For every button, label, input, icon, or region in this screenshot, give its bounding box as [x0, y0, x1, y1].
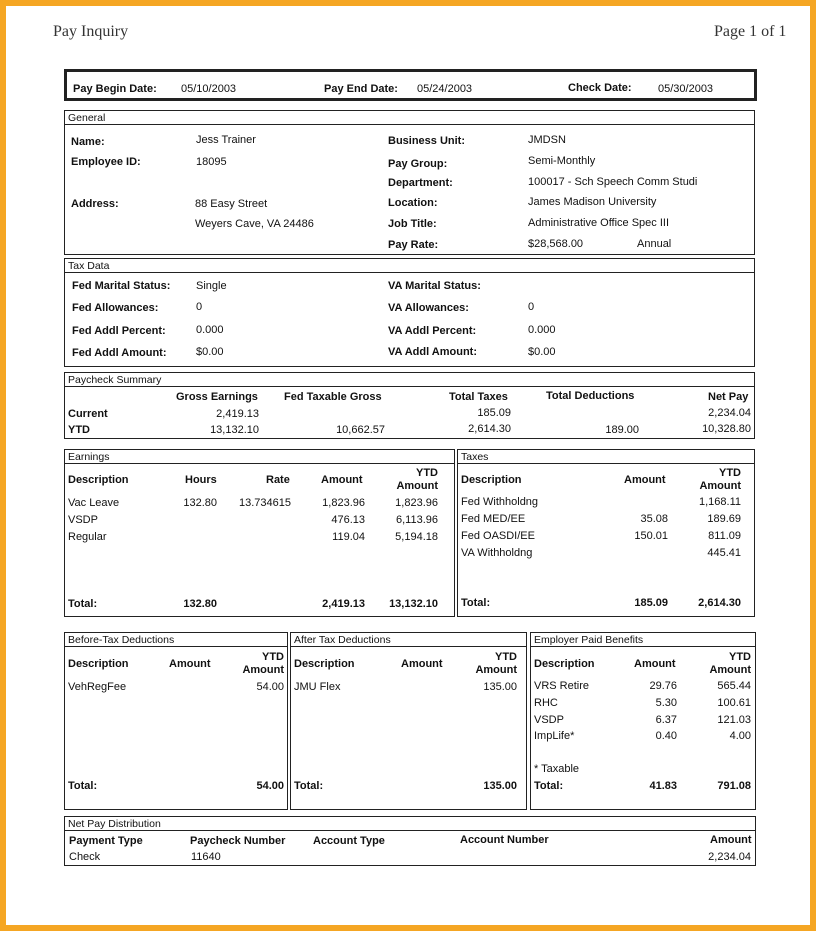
pay-dates-box — [64, 69, 757, 101]
earnings-title: Earnings — [65, 450, 454, 464]
employer-row-1-amount: 5.30 — [655, 697, 677, 709]
ytd-taxes: 2,614.30 — [468, 423, 511, 435]
address-label: Address: — [71, 198, 119, 210]
page-number: Page 1 of 1 — [714, 23, 787, 40]
summary-title: Paycheck Summary — [65, 373, 754, 387]
before-row-0-desc: VehRegFee — [68, 681, 127, 693]
fed-addl-amount-label: Fed Addl Amount: — [72, 347, 167, 359]
employer-total-ytd: 791.08 — [717, 780, 751, 792]
taxes-row-2-desc: Fed OASDI/EE — [461, 530, 535, 542]
va-marital-label: VA Marital Status: — [388, 280, 481, 292]
fed-addl-amount-value: $0.00 — [196, 346, 224, 358]
fed-marital-value: Single — [196, 280, 227, 292]
earnings-ytd-header: YTD — [416, 467, 438, 479]
employer-row-2-ytd: 121.03 — [717, 714, 751, 726]
after-row-0-desc: JMU Flex — [294, 681, 341, 693]
net-pay-distribution-section — [64, 816, 756, 866]
job-title-value: Administrative Office Spec III — [528, 217, 670, 229]
pay-rate-label: Pay Rate: — [388, 239, 439, 251]
earnings-row-2-ytd: 5,194.18 — [395, 531, 438, 543]
business-unit-label: Business Unit: — [388, 135, 466, 147]
after-desc-header: Description — [294, 658, 355, 670]
va-addl-amount-value: $0.00 — [528, 346, 556, 358]
va-addl-percent-label: VA Addl Percent: — [388, 325, 477, 337]
fed-allowances-label: Fed Allowances: — [72, 302, 159, 314]
employer-ytd-header: YTD — [729, 651, 751, 663]
earnings-row-2-amount: 119.04 — [332, 531, 365, 543]
net-pay-title: Net Pay Distribution — [65, 817, 755, 831]
va-allowances-label: VA Allowances: — [388, 302, 469, 314]
taxes-row-2-amount: 150.01 — [634, 530, 668, 542]
address-line1: 88 Easy Street — [195, 198, 268, 210]
current-net: 2,234.04 — [708, 407, 751, 419]
taxes-row-1-ytd: 189.69 — [707, 513, 741, 525]
job-title-label: Job Title: — [388, 218, 437, 230]
name-label: Name: — [71, 136, 105, 148]
earnings-row-1-amount: 476.13 — [331, 514, 365, 526]
employer-row-0-ytd: 565.44 — [717, 680, 751, 692]
employer-desc-header: Description — [534, 658, 595, 670]
employer-benefits-section — [530, 632, 756, 810]
earnings-rate-header: Rate — [266, 474, 290, 486]
earnings-total-ytd: 13,132.10 — [389, 598, 438, 610]
before-total-ytd: 54.00 — [256, 780, 284, 792]
employer-title: Employer Paid Benefits — [531, 633, 755, 647]
fed-taxable-header: Fed Taxable Gross — [284, 391, 382, 403]
before-tax-title: Before-Tax Deductions — [65, 633, 287, 647]
after-ytd-header: YTD — [495, 651, 517, 663]
fed-addl-percent-value: 0.000 — [196, 324, 224, 336]
employer-row-0-amount: 29.76 — [649, 680, 677, 692]
total-deductions-header: Total Deductions — [546, 390, 635, 402]
general-title: General — [65, 111, 754, 125]
taxes-ytd-amount-header: Amount — [699, 480, 741, 492]
page-title: Pay Inquiry — [53, 23, 129, 40]
pay-end-date: 05/24/2003 — [417, 83, 473, 95]
taxable-note: * Taxable — [534, 763, 580, 775]
employer-row-2-desc: VSDP — [534, 714, 564, 726]
employer-amount-header: Amount — [634, 658, 676, 670]
va-addl-amount-label: VA Addl Amount: — [388, 346, 477, 358]
net-amount-value: 2,234.04 — [708, 851, 751, 863]
ytd-net: 10,328.80 — [702, 423, 751, 435]
paycheck-number-value: 11640 — [191, 851, 221, 863]
gross-earnings-header: Gross Earnings — [176, 391, 258, 403]
earnings-total-hours: 132.80 — [183, 598, 217, 610]
after-total-label: Total: — [294, 780, 324, 792]
earnings-amount-header: Amount — [321, 474, 363, 486]
tax-data-section — [64, 258, 755, 367]
general-section — [64, 110, 755, 255]
earnings-row-1-ytd: 6,113.96 — [395, 514, 438, 526]
check-date: 05/30/2003 — [658, 83, 714, 95]
earnings-row-2-desc: Regular — [68, 531, 107, 543]
taxes-total-label: Total: — [461, 597, 491, 609]
taxes-amount-header: Amount — [624, 474, 666, 486]
taxes-row-2-ytd: 811.09 — [708, 530, 741, 542]
payment-type-value: Check — [69, 851, 101, 863]
current-label: Current — [68, 408, 108, 420]
after-ytd-amount-header: Amount — [475, 664, 517, 676]
payment-type-header: Payment Type — [69, 835, 143, 847]
va-addl-percent-value: 0.000 — [528, 324, 556, 336]
employer-row-0-desc: VRS Retire — [534, 680, 590, 692]
taxes-section — [457, 449, 755, 617]
earnings-total-amount: 2,419.13 — [322, 598, 365, 610]
location-value: James Madison University — [528, 196, 657, 208]
after-total-ytd: 135.00 — [483, 780, 517, 792]
earnings-table — [65, 464, 454, 616]
account-number-header: Account Number — [460, 834, 549, 846]
earnings-desc-header: Description — [68, 474, 129, 486]
employer-ytd-amount-header: Amount — [709, 664, 751, 676]
earnings-row-0-ytd: 1,823.96 — [395, 497, 438, 509]
department-value: 100017 - Sch Speech Comm Studi — [528, 176, 698, 188]
check-date-label: Check Date: — [568, 82, 632, 94]
after-row-0-ytd: 135.00 — [483, 681, 517, 693]
taxes-row-1-amount: 35.08 — [640, 513, 668, 525]
before-desc-header: Description — [68, 658, 129, 670]
paycheck-summary-section — [64, 372, 755, 439]
taxes-row-0-desc: Fed Withholdng — [461, 496, 539, 508]
taxes-title: Taxes — [458, 450, 754, 464]
employer-row-3-amount: 0.40 — [655, 730, 677, 742]
account-type-header: Account Type — [313, 835, 385, 847]
ytd-fed-taxable: 10,662.57 — [336, 424, 385, 436]
tax-data-title: Tax Data — [65, 259, 754, 273]
net-amount-header: Amount — [710, 834, 752, 846]
pay-rate-value: $28,568.00 — [528, 238, 584, 250]
employer-row-3-desc: ImpLife* — [534, 730, 575, 742]
fed-addl-percent-label: Fed Addl Percent: — [72, 325, 166, 337]
employer-row-1-ytd: 100.61 — [717, 697, 751, 709]
taxes-row-0-ytd: 1,168.11 — [698, 496, 741, 508]
pay-end-label: Pay End Date: — [324, 83, 398, 95]
current-gross: 2,419.13 — [216, 408, 259, 420]
ytd-label: YTD — [68, 424, 90, 436]
earnings-total-label: Total: — [68, 598, 98, 610]
earnings-row-0-hours: 132.80 — [183, 497, 217, 509]
pay-rate-unit: Annual — [637, 238, 672, 250]
business-unit-value: JMDSN — [528, 134, 566, 146]
ytd-gross: 13,132.10 — [210, 424, 259, 436]
after-amount-header: Amount — [401, 658, 443, 670]
before-ytd-header: YTD — [262, 651, 284, 663]
taxes-ytd-header: YTD — [719, 467, 741, 479]
net-pay-header: Net Pay — [708, 391, 749, 403]
employer-total-label: Total: — [534, 780, 564, 792]
earnings-ytd-amount-header: Amount — [396, 480, 438, 492]
taxes-total-ytd: 2,614.30 — [698, 597, 741, 609]
paycheck-number-header: Paycheck Number — [190, 835, 286, 847]
after-tax-section — [290, 632, 527, 810]
before-ytd-amount-header: Amount — [242, 664, 284, 676]
taxes-row-3-desc: VA Withholdng — [461, 547, 533, 559]
total-taxes-header: Total Taxes — [449, 391, 508, 403]
pay-group-label: Pay Group: — [388, 158, 448, 170]
earnings-row-1-desc: VSDP — [68, 514, 98, 526]
before-total-label: Total: — [68, 780, 98, 792]
taxes-row-1-desc: Fed MED/EE — [461, 513, 526, 525]
pay-group-value: Semi-Monthly — [528, 155, 596, 167]
location-label: Location: — [388, 197, 438, 209]
taxes-row-3-ytd: 445.41 — [707, 547, 741, 559]
pay-begin-date: 05/10/2003 — [181, 83, 237, 95]
employee-id-label: Employee ID: — [71, 156, 141, 168]
address-line2: Weyers Cave, VA 24486 — [195, 218, 314, 230]
before-tax-section — [64, 632, 288, 810]
earnings-section — [64, 449, 455, 617]
fed-allowances-value: 0 — [196, 301, 203, 313]
taxes-desc-header: Description — [461, 474, 522, 486]
fed-marital-label: Fed Marital Status: — [72, 280, 171, 292]
va-allowances-value: 0 — [528, 301, 535, 313]
taxes-total-amount: 185.09 — [634, 597, 668, 609]
employer-row-2-amount: 6.37 — [655, 714, 677, 726]
current-taxes: 185.09 — [477, 407, 511, 419]
earnings-row-0-desc: Vac Leave — [68, 497, 120, 509]
before-row-0-ytd: 54.00 — [256, 681, 284, 693]
earnings-row-0-amount: 1,823.96 — [322, 497, 365, 509]
employer-total-amount: 41.83 — [649, 780, 677, 792]
employer-row-3-ytd: 4.00 — [729, 730, 751, 742]
name-value: Jess Trainer — [196, 134, 256, 146]
department-label: Department: — [388, 177, 453, 189]
employee-id-value: 18095 — [196, 156, 227, 168]
employer-row-1-desc: RHC — [534, 697, 558, 709]
pay-begin-label: Pay Begin Date: — [73, 83, 157, 95]
ytd-deductions: 189.00 — [605, 424, 639, 436]
after-tax-title: After Tax Deductions — [291, 633, 526, 647]
earnings-hours-header: Hours — [185, 474, 217, 486]
before-amount-header: Amount — [169, 658, 211, 670]
earnings-row-0-rate: 13.734615 — [239, 497, 291, 509]
